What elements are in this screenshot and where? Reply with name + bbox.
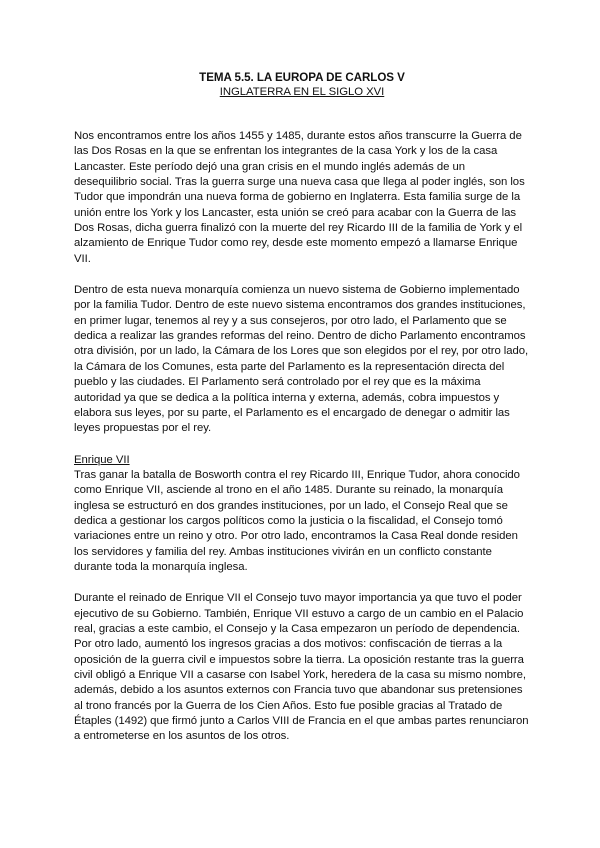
document-title: TEMA 5.5. LA EUROPA DE CARLOS V	[199, 71, 405, 84]
document-subtitle: INGLATERRA EN EL SIGLO XVI	[219, 86, 385, 98]
paragraph-enrique-vii-reign: Tras ganar la batalla de Bosworth contra el rey Ricardo III, Enrique Tudor, ahora conocido como Enrique VII, asciende al trono en el año 1485. Durante su reinado, la monarquía inglesa se estructuró en dos grandes instituciones, por un lado, el Consejo Real que se dedica a gestionar los cargos políticos como la justicia o la fiscalidad, el Consejo tomó variaciones entre un reino y otro. Por otro lado, encontramos la Casa Real donde residen los servidores y familia del rey. Ambas instituciones vivirán en un conflicto constante durante toda la monarquía inglesa.	[74, 468, 520, 573]
paragraph-enrique-vii-council: Durante el reinado de Enrique VII el Consejo tuvo mayor importancia ya que tuvo el poder ejecutivo de su Gobierno. También, Enrique VII estuvo a cargo de un cambio en el Palacio real, gracias a este cambio, el Consejo y la Casa empezaron un período de dependencia. Por otro lado, aumentó los ingresos gracias a dos motivos: confiscación de tierras a la oposición de la guerra civil e impuestos sobre la tierra. La oposición restante tras la guerra civil obligó a Enrique VII a casarse con Isabel York, heredera de la casa su mismo nombre, además, debido a los asuntos externos con Francia tuvo que abandonar sus pretensiones al trono francés por la Guerra de los Cien Años. Esto fue posible gracias al Tratado de Étaples (1492) que firmó junto a Carlos VIII de Francia en el que ambas partes renunciaron a entrometerse en los asuntos de los otros.	[74, 592, 529, 743]
document-body	[74, 70, 530, 761]
paragraph-government: Dentro de esta nueva monarquía comienza un nuevo sistema de Gobierno implementado por la familia Tudor. Dentro de este nuevo sistema encontramos dos grandes instituciones, en primer lugar, tenemos al rey y a sus consejeros, por otro lado, el Parlamento que se dedica a realizar las grandes reformas del reino. Dentro de dicho Parlamento encontramos otra división, por un lado, la Cámara de los Lores que son elegidos por el rey, por otro lado, la Cámara de los Comunes, esta parte del Parlamento es la representación directa del pueblo y las ciudades. El Parlamento será controlado por el rey que es la máxima autoridad ya que se dedica a la política interna y externa, además, cobra impuestos y elabora sus leyes, por su parte, el Parlamento es el encargado de denegar o admitir las leyes propuestas por el rey.	[74, 284, 529, 435]
paragraph-intro: Nos encontramos entre los años 1455 y 1485, durante estos años transcurre la Guerra de las Dos Rosas en la que se enfrentan los integrantes de la casa York y los de la casa Lancaster. Este período dejó una gran crisis en el mundo inglés además de un desequilibrio social. Tras la guerra surge una nueva casa que llega al poder inglés, son los Tudor que impondrán una nueva forma de gobierno en Inglaterra. Esta familia surge de la unión entre los York y los Lancaster, esta unión se creó para acabar con la Guerra de las Dos Rosas, dicha guerra finalizó con la muerte del rey Ricardo III de la familia de York y el alzamiento de Enrique Tudor como rey, desde este momento empezó a llamarse Enrique VII.	[74, 130, 525, 265]
section-heading-enrique-vii: Enrique VII	[74, 453, 130, 466]
